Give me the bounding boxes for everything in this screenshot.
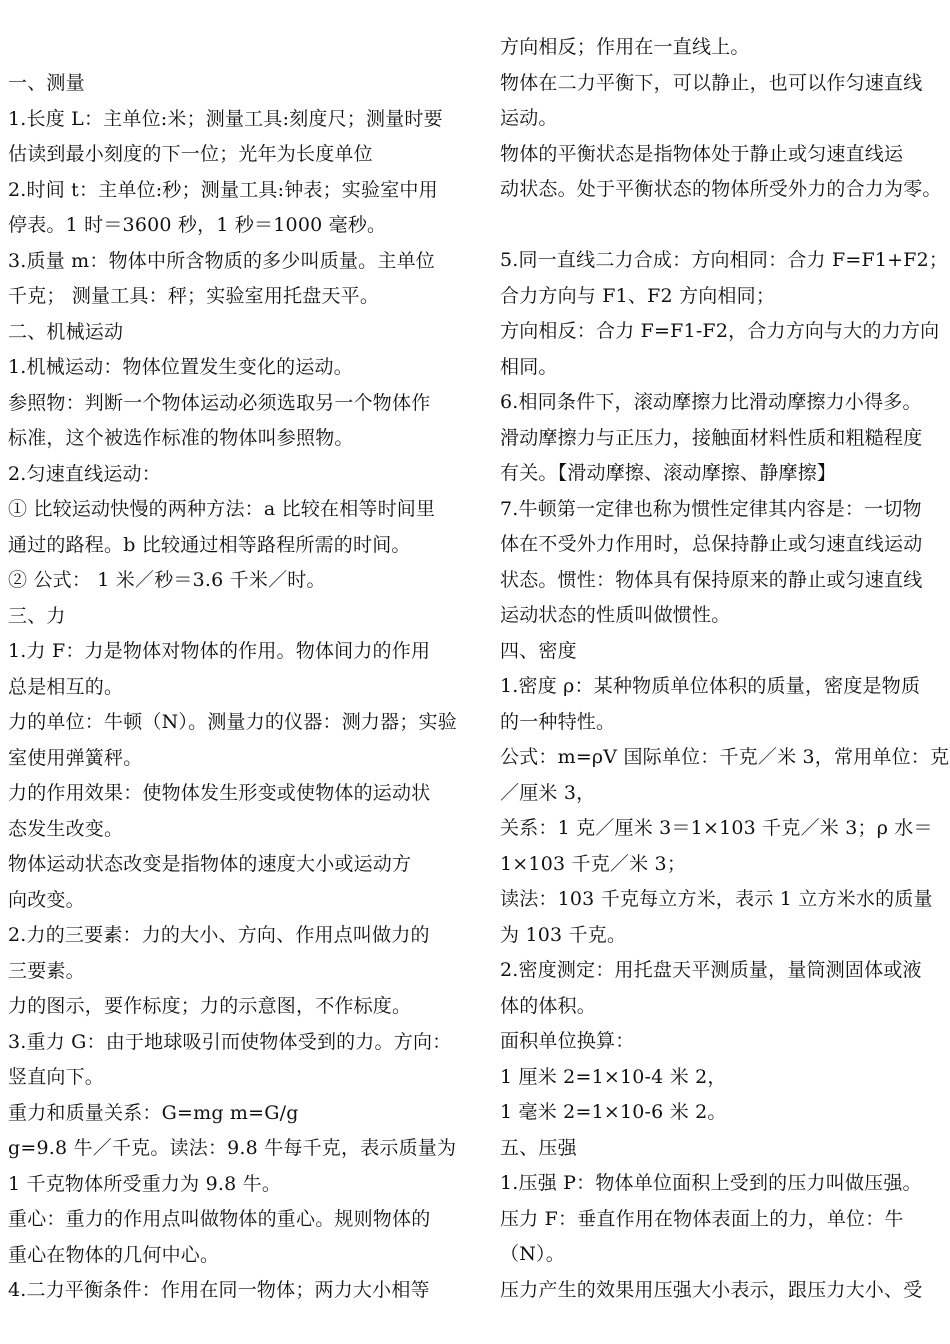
- text-line: 1.机械运动：物体位置发生变化的运动。: [8, 356, 353, 378]
- text-line: 相同。: [500, 355, 558, 378]
- text-line: 3.质量 m：物体中所含物质的多少叫质量。主单位: [8, 249, 435, 272]
- text-line: 方向相反；作用在一直线上。: [500, 36, 750, 58]
- text-line: 力的图示，要作标度；力的示意图，不作标度。: [8, 995, 412, 1017]
- text-line: 读法：103 千克每立方米，表示 1 立方米水的质量: [500, 888, 933, 910]
- text-line: 力的作用效果：使物体发生形变或使物体的运动状: [8, 782, 431, 804]
- text-line: 重力和质量关系：G=mg m=G/g: [8, 1101, 299, 1124]
- text-line: 7.牛顿第一定律也称为惯性定律其内容是：一切物: [500, 497, 922, 520]
- text-line: 态发生改变。: [8, 817, 124, 840]
- text-line: 4.二力平衡条件：作用在同一物体；两力大小相等: [8, 1279, 430, 1301]
- text-line: 物体在二力平衡下，可以静止，也可以作匀速直线: [500, 71, 923, 94]
- text-line: 2.密度测定：用托盘天平测质量，量筒测固体或液: [500, 959, 922, 981]
- text-line: 三要素。: [8, 959, 85, 982]
- text-line: 二、机械运动: [8, 320, 124, 343]
- text-line: g=9.8 牛／千克。读法：9.8 牛每千克，表示质量为: [8, 1137, 457, 1159]
- text-line: 面积单位换算：: [500, 1030, 635, 1052]
- text-line: 1.密度 ρ：某种物质单位体积的质量，密度是物质: [500, 675, 921, 697]
- text-line: 室使用弹簧秤。: [8, 746, 143, 769]
- text-line: 重心在物体的几何中心。: [8, 1243, 220, 1266]
- text-line: 方向相反：合力 F=F1-F2，合力方向与大的力方向: [500, 320, 940, 342]
- text-line: 估读到最小刻度的下一位；光年为长度单位: [8, 143, 373, 165]
- text-line: ① 比较运动快慢的两种方法：a 比较在相等时间里: [8, 498, 436, 520]
- text-line: 5.同一直线二力合成：方向相同：合力 F=F1+F2；: [500, 249, 949, 271]
- text-line: 公式：m=ρV 国际单位：千克／米 3，常用单位：克: [500, 746, 950, 768]
- text-line: 向改变。: [8, 888, 85, 911]
- text-line: 1×103 千克／米 3；: [500, 852, 687, 875]
- text-line: 3.重力 G：由于地球吸引而使物体受到的力。方向：: [8, 1030, 452, 1053]
- text-line: 2.匀速直线运动：: [8, 462, 161, 485]
- text-line: 关系：1 克／厘米 3＝1×103 千克／米 3；ρ 水＝: [500, 817, 933, 839]
- text-line: 1 厘米 2=1×10-4 米 2，: [500, 1065, 727, 1088]
- text-line: 1 千克物体所受重力为 9.8 牛。: [8, 1172, 282, 1195]
- text-line: 体的体积。: [500, 994, 597, 1017]
- text-line: （N）。: [500, 1243, 565, 1265]
- text-line: 物体运动状态改变是指物体的速度大小或运动方: [8, 853, 412, 875]
- text-line: 2.时间 t：主单位:秒；测量工具:钟表；实验室中用: [8, 178, 438, 201]
- text-line: 竖直向下。: [8, 1066, 105, 1088]
- text-line: 体在不受外力作用时，总保持静止或匀速直线运动: [500, 533, 923, 555]
- text-line: 物体的平衡状态是指物体处于静止或匀速直线运: [500, 142, 904, 165]
- text-line: 2.力的三要素：力的大小、方向、作用点叫做力的: [8, 924, 430, 946]
- text-line: 五、压强: [500, 1136, 577, 1159]
- text-line: 1.力 F：力是物体对物体的作用。物体间力的作用: [8, 640, 431, 662]
- text-line: 力的单位：牛顿（N）。测量力的仪器：测力器；实验: [8, 711, 457, 733]
- text-line: 参照物：判断一个物体运动必须选取另一个物体作: [8, 391, 431, 414]
- text-line: 状态。惯性：物体具有保持原来的静止或匀速直线: [500, 568, 923, 591]
- text-line: 四、密度: [500, 639, 577, 662]
- text-line: 1.压强 P：物体单位面积上受到的压力叫做压强。: [500, 1172, 922, 1194]
- text-line: 的一种特性。: [500, 710, 616, 733]
- text-line: 运动。: [500, 107, 558, 129]
- text-line: 压力 F：垂直作用在物体表面上的力，单位：牛: [500, 1207, 904, 1230]
- text-line: ② 公式： 1 米／秒＝3.6 千米／时。: [8, 569, 326, 591]
- text-line: 运动状态的性质叫做惯性。: [500, 604, 731, 626]
- text-line: 有关。【滑动摩擦、滚动摩擦、静摩擦】: [500, 462, 837, 484]
- text-line: 动状态。处于平衡状态的物体所受外力的合力为零。: [500, 178, 942, 200]
- text-line: 一、测量: [8, 72, 85, 94]
- text-line: 停表。1 时＝3600 秒，1 秒＝1000 毫秒。: [8, 214, 387, 236]
- text-line: 千克； 测量工具：秤；实验室用托盘天平。: [8, 285, 380, 307]
- text-line: 压力产生的效果用压强大小表示，跟压力大小、受: [500, 1278, 923, 1301]
- text-line: 为 103 千克。: [500, 923, 627, 946]
- text-line: 滑动摩擦力与正压力，接触面材料性质和粗糙程度: [500, 426, 923, 449]
- text-line: 1 毫米 2=1×10-6 米 2。: [500, 1101, 727, 1123]
- text-line: 三、力: [8, 604, 66, 627]
- text-line: 1.长度 L：主单位:米；测量工具:刻度尺；测量时要: [8, 107, 443, 130]
- text-line: 合力方向与 F1、F2 方向相同；: [500, 284, 776, 307]
- text-line: 通过的路程。b 比较通过相等路程所需的时间。: [8, 533, 411, 556]
- text-line: 标准，这个被选作标准的物体叫参照物。: [8, 427, 354, 449]
- text-line: 总是相互的。: [8, 675, 124, 698]
- text-line: 重心：重力的作用点叫做物体的重心。规则物体的: [8, 1208, 431, 1230]
- text-line: 6.相同条件下，滚动摩擦力比滑动摩擦力小得多。: [500, 391, 922, 413]
- text-line: ／厘米 3，: [500, 781, 596, 804]
